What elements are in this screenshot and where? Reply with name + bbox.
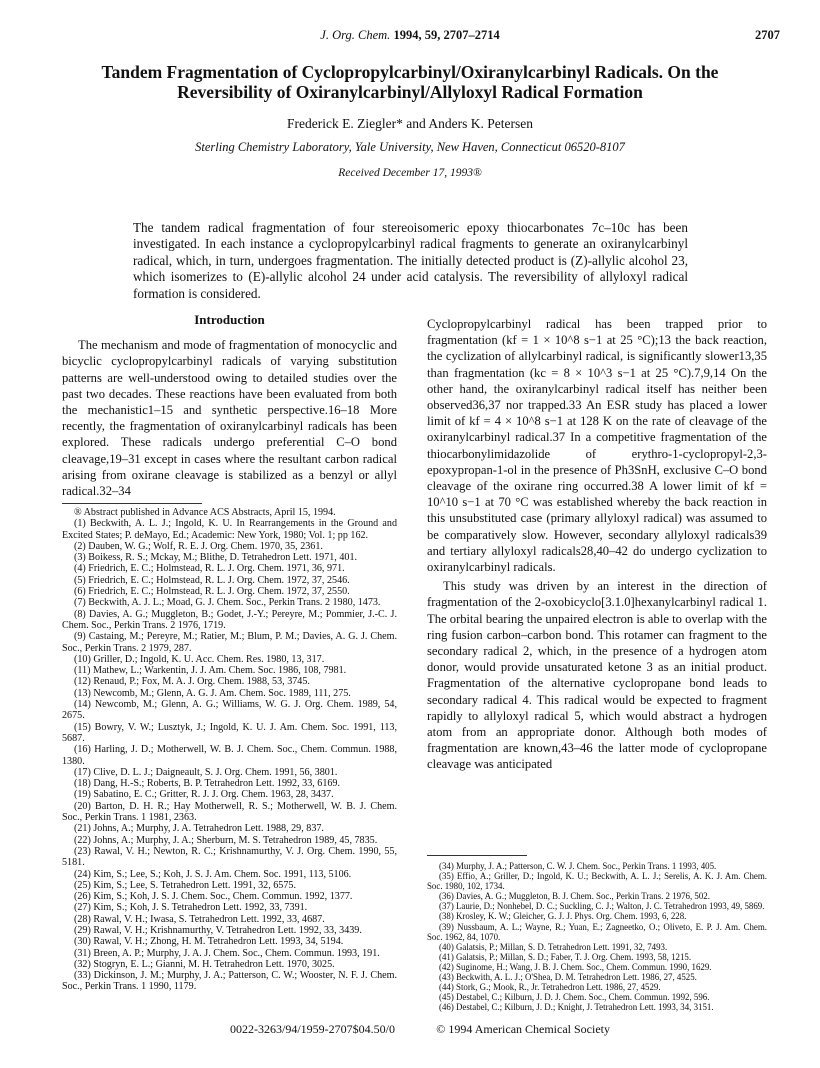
footnote: (5) Friedrich, E. C.; Holmstead, R. L. J. Org. Chem. 1972, 37, 2546. [74,574,350,586]
paragraph: The mechanism and mode of fragmentation of monocyclic and bicyclic cyclopropylcarbinyl radicals of varying substitution patterns are well-understood owing to detailed studies over the past two decades. These reactions have been evaluated from both the mechanistic1–15 and synthetic perspective.16–18 More recently, the fragmentation of oxiranylcarbinyl radicals has been explored. These radicals undergo preferential C–O bond cleavage,19–31 except in cases where the resultant carbon radical arising from oxirane cleavage is stabilized as a benzyl or allyl radical.32–34 [62,338,397,499]
footnote: (2) Dauben, W. G.; Wolf, R. E. J. Org. Chem. 1970, 35, 2361. [74,540,323,552]
footnote: (1) Beckwith, A. L. J.; Ingold, K. U. In Rearrangements in the Ground and Excited States; P. deMayo, Ed.; Academic: New York, 1980; Vol. 1; pp 162. [62,518,397,541]
footnote: (25) Kim, S.; Lee, S. Tetrahedron Lett. 1991, 32, 6575. [74,879,296,891]
footnote: (20) Barton, D. H. R.; Hay Motherwell, R. S.; Motherwell, W. B. J. Chem. Soc., Perkin Trans. 1 1981, 2363. [62,800,397,824]
footnote: (44) Stork, G.; Mook, R., Jr. Tetrahedron Lett. 1986, 27, 4529. [439,982,661,993]
received-date: Received December 17, 1993® [338,167,482,179]
footnote: (34) Murphy, J. A.; Patterson, C. W. J. Chem. Soc., Perkin Trans. 1 1993, 405. [439,861,717,871]
footnote: (6) Friedrich, E. C.; Holmstead, R. L. J. Org. Chem. 1972, 37, 2550. [74,586,350,598]
footnote: (13) Newcomb, M.; Glenn, A. G. J. Am. Chem. Soc. 1989, 111, 275. [74,687,351,699]
section-heading-introduction: Introduction [194,312,265,327]
footnote: (17) Clive, D. L. J.; Daigneault, S. J. Org. Chem. 1991, 56, 3801. [74,766,338,778]
footnote-divider [62,503,202,504]
affiliation: Sterling Chemistry Laboratory, Yale University, New Haven, Connecticut 06520-8107 [195,140,625,154]
footnote: (9) Castaing, M.; Pereyre, M.; Ratier, M.; Blum, P. M.; Davies, A. G. J. Chem. Soc., Perkin Trans. 2 1979, 287. [62,631,397,654]
footnote: (35) Effio, A.; Griller, D.; Ingold, K. U.; Beckwith, A. L. J.; Serelis, A. K. J. Am. Chem. Soc. 1980, 102, 1734. [427,871,767,892]
footnote: (26) Kim, S.; Koh, J. S. J. Chem. Soc., Chem. Commun. 1992, 1377. [74,891,353,903]
footnote: (15) Bowry, V. W.; Lusztyk, J.; Ingold, K. U. J. Am. Chem. Soc. 1991, 113, 5687. [62,721,397,744]
footnote: (42) Suginome, H.; Wang, J. B. J. Chem. Soc., Chem. Commun. 1990, 1629. [439,961,712,972]
footnote: (14) Newcomb, M.; Glenn, A. G.; Williams, W. G. J. Org. Chem. 1989, 54, 2675. [62,699,397,722]
footnote: (3) Boikess, R. S.; Mckay, M.; Blithe, D. Tetrahedron Lett. 1971, 401. [74,552,358,564]
left-column [62,312,397,499]
footnote: (40) Galatsis, P.; Millan, S. D. Tetrahedron Lett. 1991, 32, 7493. [439,941,668,952]
footnote: (4) Friedrich, E. C.; Holmstead, R. L. J. Org. Chem. 1971, 36, 971. [74,563,345,575]
footnote: (23) Rawal, V. H.; Newton, R. C.; Krishnamurthy, V. J. Org. Chem. 1990, 55, 5181. [62,845,397,869]
journal-citation [130,28,690,43]
footnote: (37) Laurie, D.; Nonhebel, D. C.; Suckling, C. J.; Walton, J. C. Tetrahedron 1993, 49, 5869. [439,901,765,912]
footnote: (10) Griller, D.; Ingold, K. U. Acc. Chem. Res. 1980, 13, 317. [74,653,325,665]
footnote: (7) Beckwith, A. J. L.; Moad, G. J. Chem. Soc., Perkin Trans. 2 1980, 1473. [74,597,381,609]
abstract: The tandem radical fragmentation of four stereoisomeric epoxy thiocarbonates 7c–10c has been investigated. In each instance a cyclopropylcarbinyl radical fragments to generate an oxiranylcarbinyl radical, which, in turn, undergoes fragmentation. The initially detected product is (Z)-allylic alcohol 23, which isomerizes to (E)-allylic alcohol 24 under acid catalysis. The reversibility of allyloxyl radical formation is considered. [133,220,688,301]
footnote: (33) Dickinson, J. M.; Murphy, J. A.; Patterson, C. W.; Wooster, N. F. J. Chem. Soc., Perkin Trans. 1 1990, 1179. [62,970,397,993]
footnote-divider [427,855,527,856]
page-number: 2707 [755,28,780,42]
running-head [130,28,780,44]
footnote: (43) Beckwith, A. L. J.; O'Shea, D. M. Tetrahedron Lett. 1986, 27, 4525. [439,972,697,983]
footnote: (46) Destabel, C.; Kilburn, J. D.; Knight, J. Tetrahedron Lett. 1993, 34, 3151. [439,1002,714,1013]
footnote: (36) Davies, A. G.; Muggleton, B. J. Chem. Soc., Perkin Trans. 2 1976, 502. [439,891,710,902]
footnote: (28) Rawal, V. H.; Iwasa, S. Tetrahedron Lett. 1992, 33, 4687. [74,913,325,925]
paragraph: This study was driven by an interest in the direction of fragmentation of the 2-oxobicyclo[3.1.0]hexanylcarbinyl radical 1. The orbital bearing the unpaired electron is able to overlap with the ring fusion carbon–carbon bond. This rotamer can fragment to the secondary radical 2, which, in the presence of a hydrogen atom donor, would provide unsaturated ketone 3 as an initial product. Fragmentation of the alternative cyclopropane bond leads to secondary radical 4. This radical would be expected to fragment rapidly to allyloxyl radical 5, which would abstract a hydrogen atom from an appropriate donor. Although both modes of fragmentation are known,43–46 the latter mode of cyclopropane cleavage was anticipated [427,579,767,772]
footnote: (18) Dang, H.-S.; Roberts, B. P. Tetrahedron Lett. 1992, 33, 6169. [74,778,340,790]
footnote: (38) Krosley, K. W.; Gleicher, G. J. J. Phys. Org. Chem. 1993, 6, 228. [439,911,687,922]
footnote: (32) Stogryn, E. L.; Gianni, M. H. Tetrahedron Lett. 1970, 3025. [74,958,335,970]
footnote: (21) Johns, A.; Murphy, J. A. Tetrahedron Lett. 1988, 29, 837. [74,823,324,835]
footnotes-right [427,861,767,1012]
footnote: (27) Kim, S.; Koh, J. S. Tetrahedron Lett. 1992, 33, 7391. [74,902,308,914]
footnote: (12) Renaud, P.; Fox, M. A. J. Org. Chem. 1988, 53, 3745. [74,676,310,688]
footnote: ® Abstract published in Advance ACS Abstracts, April 15, 1994. [74,507,336,518]
issn-code: 0022-3263/94/1959-2707$04.50/0 [230,1022,395,1036]
paragraph: Cyclopropylcarbinyl radical has been trapped prior to fragmentation (kf = 1 × 10^8 s−1 at 25 °C);13 the back reaction, the cyclization of allylcarbinyl radical, is significantly slower13,35 than fragmentation (kc = 8 × 10^3 s−1 at 25 °C).7,9,14 On the other hand, the oxiranylcarbinyl radical itself has neither been observed36,37 nor trapped.33 An ESR study has placed a lower limit of kf = 4 × 10^8 s−1 at 128 K on the rate of cleavage of the oxiranylcarbinyl radical.37 In a competitive fragmentation of the thiocarbonylimidazolide of erythro-1-cyclopropyl-2,3-epoxypropan-1-ol in the presence of Ph3SnH, exclusive C–O bond cleavage of the oxirane ring occurred.38 A lower limit of kf = 10^10 s−1 at 70 °C was established whereby the back reaction in this unsubstituted case (primary allyloxyl radical) was assumed to be comparatively slow. However, secondary allyloxyl radicals39 and tertiary allyloxyl radicals28,40–42 do undergo cyclization to oxiranylcarbinyl radicals. [427,317,767,575]
footnote: (16) Harling, J. D.; Motherwell, W. B. J. Chem. Soc., Chem. Commun. 1988, 1380. [62,744,397,767]
copyright: © 1994 American Chemical Society [436,1022,610,1036]
footnote: (11) Mathew, L.; Warkentin, J. J. Am. Chem. Soc. 1986, 108, 7981. [74,665,347,677]
journal-name: J. Org. Chem. [320,28,391,42]
footnotes-left [62,507,397,993]
footnote: (19) Sabatino, E. C.; Gritter, R. J. J. Org. Chem. 1963, 28, 3437. [74,789,334,801]
footnote: (8) Davies, A. G.; Muggleton, B.; Godet, J.-Y.; Pereyre, M.; Pommier, J.-C. J. Chem. Soc., Perkin Trans. 2 1976, 1719. [62,608,397,631]
footnote: (22) Johns, A.; Murphy, J. A.; Sherburn, M. S. Tetrahedron 1989, 45, 7835. [74,834,378,846]
year-volume-pages: 1994, 59, 2707–2714 [393,28,500,42]
footnote: (31) Breen, A. P.; Murphy, J. A. J. Chem. Soc., Chem. Commun. 1993, 191. [74,947,380,959]
authors: Frederick E. Ziegler* and Anders K. Petersen [287,116,533,131]
article-title: Tandem Fragmentation of Cyclopropylcarbinyl/Oxiranylcarbinyl Radicals. On the Reversibility of Oxiranylcarbinyl/Allyloxyl Radical Formation [101,62,719,102]
footnote: (30) Rawal, V. H.; Zhong, H. M. Tetrahedron Lett. 1993, 34, 5194. [74,936,344,948]
right-column [427,316,767,773]
title-block [80,62,740,179]
footnote: (39) Nussbaum, A. L.; Wayne, R.; Yuan, E.; Zagneetko, O.; Oliveto, E. P. J. Am. Chem. Soc. 1962, 84, 1070. [427,921,767,942]
footnote: (24) Kim, S.; Lee, S.; Koh, J. S. J. Am. Chem. Soc. 1991, 113, 5106. [74,868,352,880]
footnote: (29) Rawal, V. H.; Krishnamurthy, V. Tetrahedron Lett. 1992, 33, 3439. [74,924,362,936]
footnote: (41) Galatsis, P.; Millan, S. D.; Faber, T. J. Org. Chem. 1993, 58, 1215. [439,951,692,962]
footnote: (45) Destabel, C.; Kilburn, J. D. J. Chem. Soc., Chem. Commun. 1992, 596. [439,992,710,1003]
